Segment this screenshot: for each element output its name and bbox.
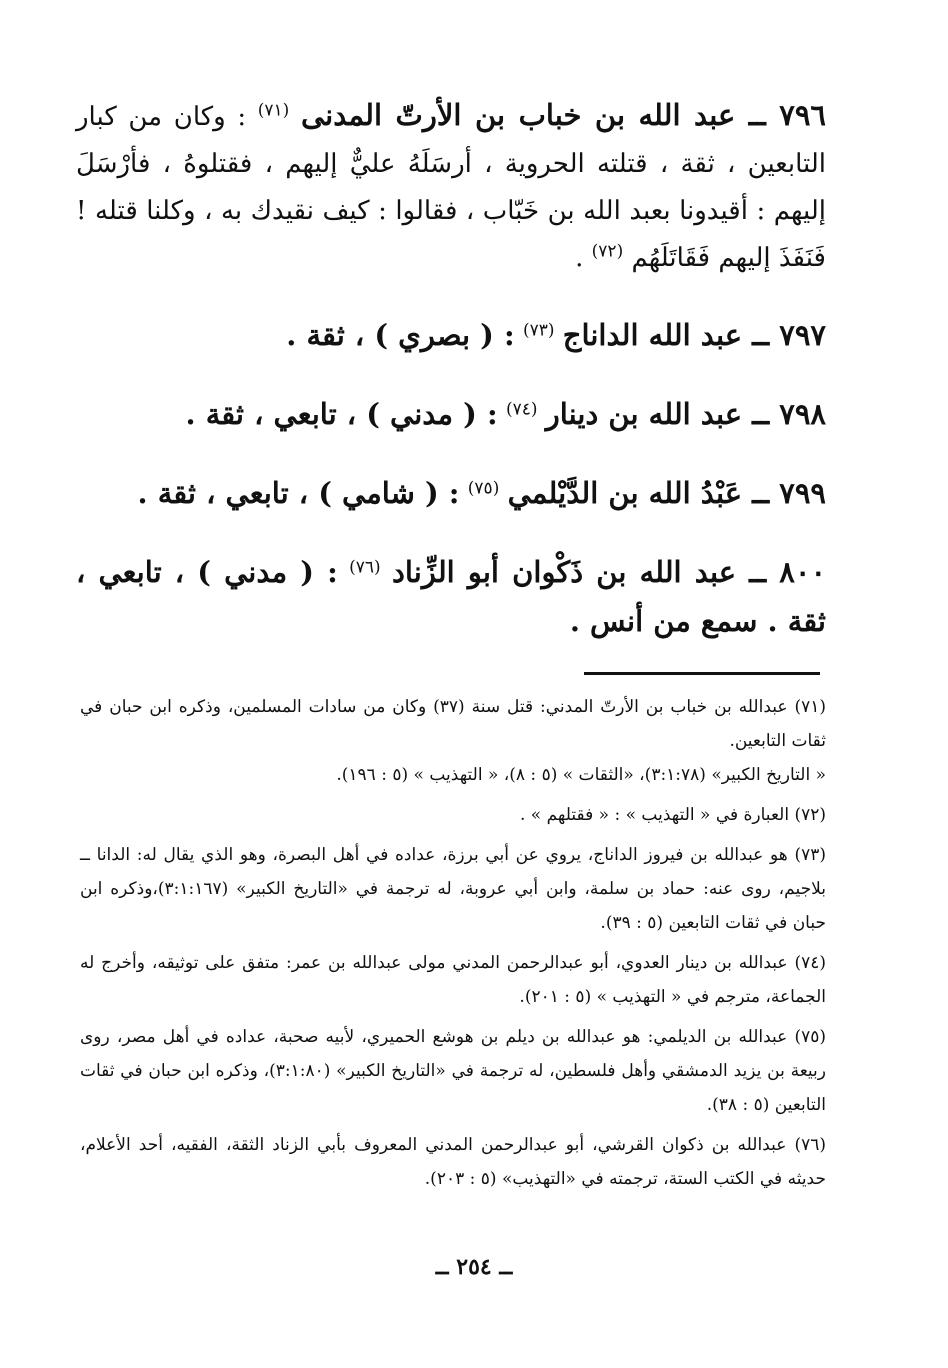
entries-section xyxy=(76,92,826,647)
footnote-73 xyxy=(80,838,826,940)
footnote-71 xyxy=(80,690,826,792)
footnote-line: (٧٤) عبدالله بن دينار العدوي، أبو عبدالرحمن المدني مولى عبدالله بن عمر: متفق على توثيقه، وأخرج له الجماعة، مترجم في « التهذيب » (٥ : ٢٠١). xyxy=(80,953,826,1007)
entry-body: : ( بصري ) ، ثقة . xyxy=(286,318,515,352)
footnote-ref: (٧٢) xyxy=(591,241,624,262)
footnote-ref: (٧٦) xyxy=(349,557,381,578)
footnote-ref: (٧٣) xyxy=(522,320,555,341)
entry-798 xyxy=(76,391,826,440)
entry-797 xyxy=(76,312,826,361)
footnote-line: (٧٦) عبدالله بن ذكوان القرشي، أبو عبدالرحمن المدني المعروف بأبي الزناد الثقة، الفقيه، أحد الأعلام، حديثه في الكتب الستة، ترجمته في «التهذيب» (٥ : ٢٠٣). xyxy=(80,1135,826,1189)
entry-body: : ( مدني ) ، تابعي ، ثقة . xyxy=(185,397,498,431)
footnote-line: (٧١) عبدالله بن خباب بن الأرتّ المدني: قتل سنة (٣٧) وكان من سادات المسلمين، وذكره ابن حبان في ثقات التابعين. xyxy=(80,697,826,751)
entry-heading: ٧٩٦ ــ عبد الله بن خباب بن الأرتّ المدنى xyxy=(300,98,826,132)
footnote-ref: (٧٤) xyxy=(505,399,538,420)
entry-heading: ٧٩٩ ــ عَبْدُ الله بن الدَّيْلمي xyxy=(507,476,826,510)
footnote-ref: (٧٥) xyxy=(467,478,500,499)
entry-body: : ( شامي ) ، تابعي ، ثقة . xyxy=(137,476,460,510)
footnote-ref: (٧١) xyxy=(257,100,290,121)
footnote-72 xyxy=(80,798,826,832)
entry-body: : وكان من كبار التابعين ، ثقة ، قتلته الحروية ، أرسَلَهُ عليٌّ إليهم ، فقتلوهُ ، فأرْسَلَ إليهم : أقيدونا بعبد الله بن خَبّاب ، فقالوا : كيف نقيدك به ، وكلنا قتله ! فَنَفَذَ إليهم فَقَاتَلَهُم xyxy=(76,102,826,273)
entry-heading: ٧٩٧ ــ عبد الله الداناج xyxy=(562,318,826,352)
footnote-line: (٧٣) هو عبدالله بن فيروز الداناج، يروي عن أبي برزة، عداده في أهل البصرة، وهو الذي يقال له: الدانا ــ بلاجيم، روى عنه: حماد بن سلمة، وابن أبي عروبة، له ترجمة في «التاريخ الكبير» (٣:١:١٦٧)،وذكره ابن حبان في ثقات التابعين (٥ : ٣٩). xyxy=(80,845,826,933)
entry-796 xyxy=(76,92,826,282)
page-number: ــ ٢٥٤ ــ xyxy=(435,1254,513,1280)
footnote-line: (٧٢) العبارة في « التهذيب » : « فقتلهم » . xyxy=(520,805,826,825)
footnote-line: (٧٥) عبدالله بن الديلمي: هو عبدالله بن ديلم بن هوشع الحميري، لأبيه صحبة، عداده في أهل مصر، روى ربيعة بن يزيد الدمشقي وأهل فلسطين، له ترجمة في «التاريخ الكبير» (٣:١:٨٠)، وذكره ابن حبان في ثقات التابعين (٥ : ٣٨). xyxy=(80,1027,826,1115)
entry-heading: ٨٠٠ ــ عبد الله بن ذَكْوان أبو الزِّناد xyxy=(392,555,827,589)
entry-800 xyxy=(76,549,826,647)
footnote-75 xyxy=(80,1020,826,1122)
footnotes-section xyxy=(80,690,826,1202)
entry-body: : ( مدني ) ، تابعي ، ثقة . سمع من أنس . xyxy=(76,555,826,638)
entry-799 xyxy=(76,470,826,519)
footnote-76 xyxy=(80,1128,826,1196)
entry-heading: ٧٩٨ ــ عبد الله بن دينار xyxy=(545,397,826,431)
footnote-divider xyxy=(584,672,820,675)
footnote-line: « التاريخ الكبير» (٣:١:٧٨)، «الثقات » (٥ : ٨)، « التهذيب » (٥ : ١٩٦). xyxy=(336,765,826,785)
entry-tail: . xyxy=(575,243,584,273)
footnote-74 xyxy=(80,946,826,1014)
